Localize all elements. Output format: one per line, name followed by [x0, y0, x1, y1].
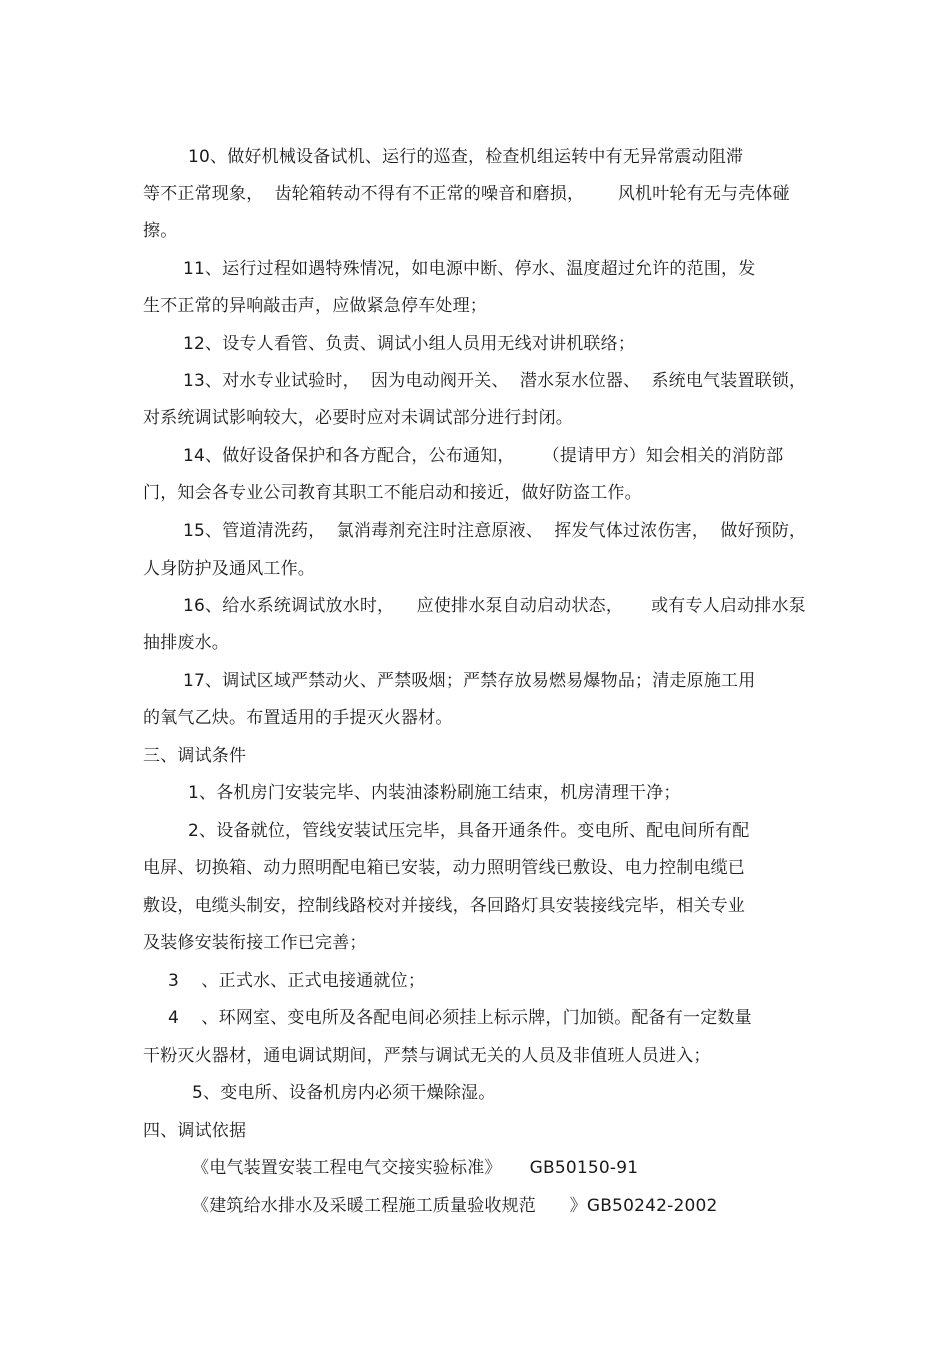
paragraph-14-line-2: 门，知会各专业公司教育其职工不能启动和接近，做好防盗工作。	[143, 483, 642, 503]
condition-2-line-1: 2、设备就位，管线安装试压完毕，具备开通条件。变电所、配电间所有配	[188, 821, 750, 841]
condition-1: 1、各机房门安装完毕、内装油漆粉刷施工结束，机房清理干净；	[188, 783, 681, 803]
paragraph-15-line-1: 15、管道清洗药， 氯消毒剂充注时注意原液、 挥发气体过浓伤害， 做好预防，	[183, 521, 807, 541]
paragraph-13-line-1: 13、对水专业试验时， 因为电动阀开关、 潜水泵水位器、 系统电气装置联锁，	[183, 371, 807, 391]
condition-4-line-2: 干粉灭火器材，通电调试期间，严禁与调试无关的人员及非值班人员进入；	[143, 1046, 711, 1066]
condition-4-line-1: 4 、环网室、变电所及各配电间必须挂上标示牌，门加锁。配备有一定数量	[168, 1008, 752, 1028]
paragraph-14-line-1: 14、做好设备保护和各方配合，公布通知， （提请甲方）知会相关的消防部	[183, 446, 784, 466]
paragraph-15-line-2: 人身防护及通风工作。	[143, 559, 315, 579]
condition-2-line-4: 及装修安装衔接工作已完善；	[143, 933, 367, 953]
section-heading-3: 三、调试条件	[143, 746, 247, 766]
paragraph-11-line-2: 生不正常的异响敲击声，应做紧急停车处理；	[143, 296, 487, 316]
paragraph-17-line-1: 17、调试区域严禁动火、严禁吸烟；严禁存放易燃易爆物品；清走原施工用	[183, 671, 756, 691]
paragraph-12: 12、设专人看管、负责、调试小组人员用无线对讲机联络；	[183, 334, 636, 354]
condition-2-line-3: 敷设，电缆头制安，控制线路校对并接线，各回路灯具安装接线完毕，相关专业	[143, 896, 745, 916]
paragraph-16-line-2: 抽排废水。	[143, 633, 229, 653]
condition-3: 3 、正式水、正式电接通就位；	[168, 971, 426, 991]
paragraph-17-line-2: 的氧气乙炔。布置适用的手提灭火器材。	[143, 708, 453, 728]
condition-5: 5、变电所、设备机房内必须干燥除湿。	[192, 1083, 496, 1103]
reference-standard-2: 《建筑给水排水及采暖工程施工质量验收规范 》GB50242-2002	[192, 1196, 718, 1216]
paragraph-10-line-2: 等不正常现象， 齿轮箱转动不得有不正常的噪音和磨损， 风机叶轮有无与壳体碰	[143, 184, 790, 204]
paragraph-16-line-1: 16、给水系统调试放水时， 应使排水泵自动启动状态， 或有专人启动排水泵	[183, 596, 806, 616]
paragraph-10-line-3: 擦。	[143, 221, 178, 241]
condition-2-line-2: 电屏、切换箱、动力照明配电箱已安装，动力照明管线已敷设、电力控制电缆已	[143, 858, 745, 878]
reference-standard-1: 《电气装置安装工程电气交接实验标准》 GB50150-91	[192, 1158, 639, 1178]
paragraph-13-line-2: 对系统调试影响较大，必要时应对未调试部分进行封闭。	[143, 408, 573, 428]
section-heading-4: 四、调试依据	[143, 1121, 247, 1141]
paragraph-11-line-1: 11、运行过程如遇特殊情况，如电源中断、停水、温度超过允许的范围，发	[183, 259, 756, 279]
paragraph-10-line-1: 10、做好机械设备试机、运行的巡查，检查机组运转中有无异常震动阻滞	[188, 147, 744, 167]
